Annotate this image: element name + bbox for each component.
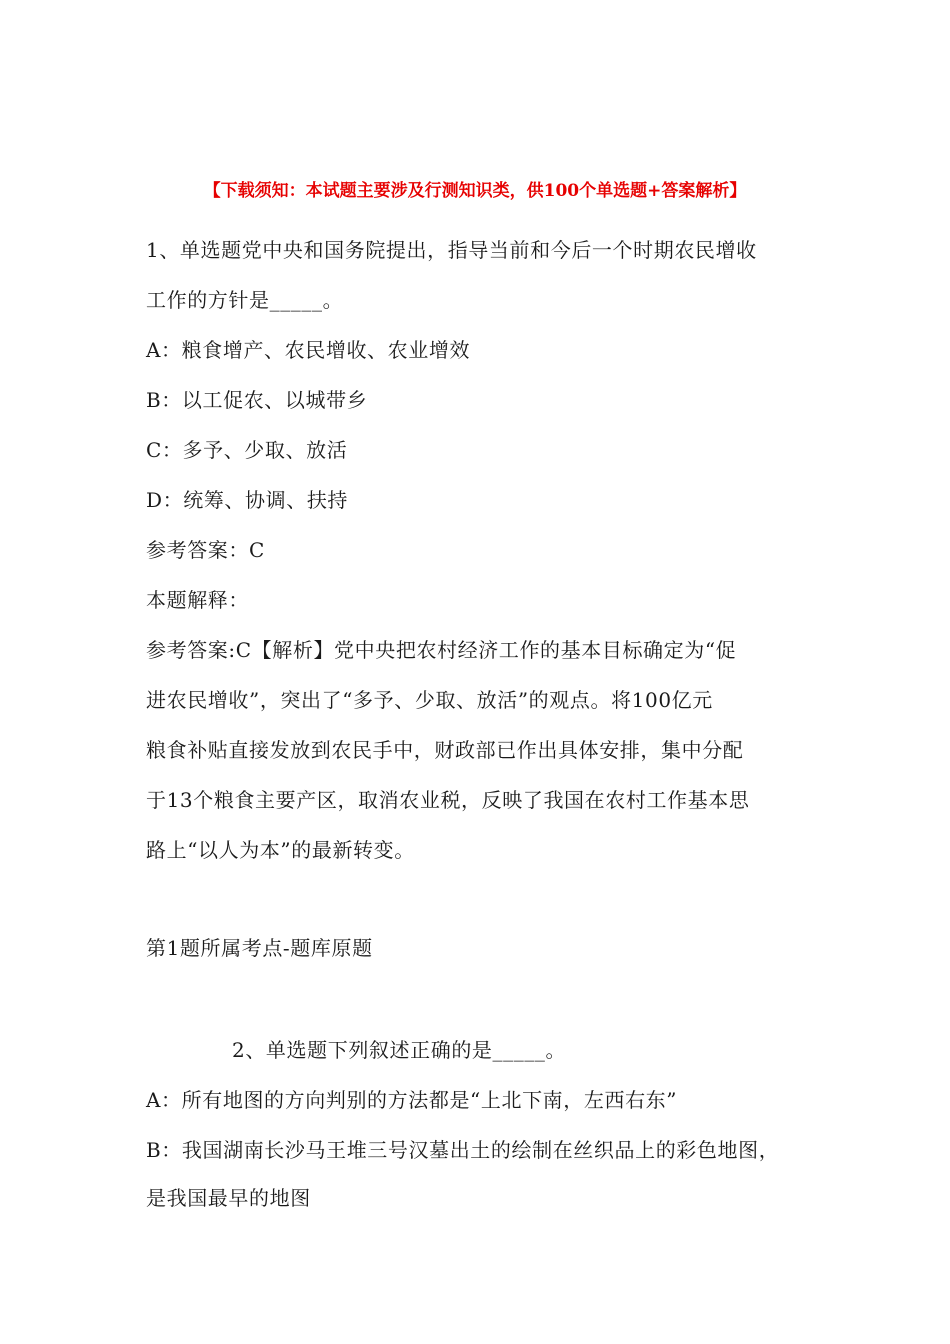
question-1-option-a: A：粮食增产、农民增收、农业增效 <box>146 338 471 362</box>
question-1-option-d: D：统筹、协调、扶持 <box>146 488 349 512</box>
question-1-explanation-line-4: 于13个粮食主要产区，取消农业税，反映了我国在农村工作基本思 <box>146 788 750 812</box>
question-1-explanation-line-1: 参考答案:C【解析】党中央把农村经济工作的基本目标确定为“促 <box>146 638 737 662</box>
question-2-option-b-continued: 是我国最早的地图 <box>146 1186 311 1210</box>
question-1-stem-line-2: 工作的方针是_____。 <box>146 288 344 312</box>
download-notice: 【下载须知：本试题主要涉及行测知识类，供100个单选题+答案解析】 <box>203 181 747 201</box>
question-2-option-b: B：我国湖南长沙马王堆三号汉墓出土的绘制在丝织品上的彩色地图， <box>146 1138 780 1162</box>
question-2-option-a: A：所有地图的方向判别的方法都是“上北下南，左西右东” <box>146 1088 678 1112</box>
question-1-stem-line-1: 1、单选题党中央和国务院提出，指导当前和今后一个时期农民增收 <box>146 238 757 262</box>
question-1-explanation-label: 本题解释： <box>146 588 249 612</box>
question-1-explanation-line-2: 进农民增收”，突出了“多予、少取、放活”的观点。将100亿元 <box>146 688 713 712</box>
question-1-explanation-line-5: 路上“以人为本”的最新转变。 <box>146 838 415 862</box>
question-1-knowledge-point: 第1题所属考点-题库原题 <box>146 936 373 960</box>
question-1-answer: 参考答案：C <box>146 538 265 562</box>
question-1-option-c: C：多予、少取、放活 <box>146 438 348 462</box>
question-1-option-b: B：以工促农、以城带乡 <box>146 388 368 412</box>
question-2-stem: 2、单选题下列叙述正确的是_____。 <box>232 1038 567 1062</box>
question-1-explanation-line-3: 粮食补贴直接发放到农民手中，财政部已作出具体安排，集中分配 <box>146 738 744 762</box>
